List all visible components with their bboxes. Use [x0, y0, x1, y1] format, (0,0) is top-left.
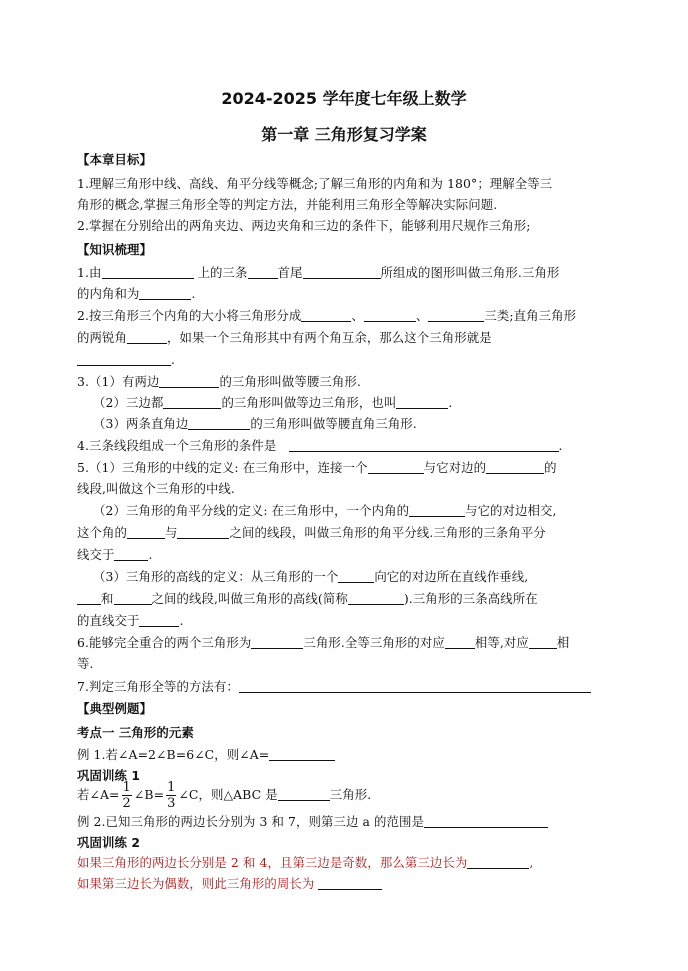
drill-2-heading: 巩固训练 2 [77, 835, 141, 850]
question-3-line-2 [93, 393, 617, 413]
blank[interactable] [289, 437, 559, 452]
blank[interactable] [77, 590, 101, 605]
text: 6.能够完全重合的两个三角形为 [77, 635, 252, 650]
blank[interactable] [467, 854, 529, 869]
blank[interactable] [239, 678, 591, 693]
text: 、 [351, 308, 364, 323]
text: 之间的线段,叫做三角形的高线(简称 [151, 591, 348, 606]
blank[interactable] [529, 634, 557, 649]
question-2-line-2 [77, 328, 617, 348]
blank[interactable] [114, 546, 148, 561]
question-3-line-3 [93, 414, 617, 434]
examples-heading: 【典型例题】 [77, 701, 152, 716]
text: 的两锐角 [77, 330, 127, 345]
text: 的 [544, 460, 557, 475]
blank[interactable] [318, 875, 382, 890]
text: （2）三边都 [93, 395, 164, 410]
text: . [179, 613, 184, 628]
knowledge-heading: 【知识梳理】 [77, 242, 152, 257]
blank[interactable] [368, 459, 424, 474]
blank[interactable] [303, 264, 381, 279]
text: 的直线交于 [77, 613, 140, 628]
blank[interactable] [127, 329, 167, 344]
question-3-line-1 [77, 372, 617, 392]
blank[interactable] [486, 459, 544, 474]
text: （3）两条直角边 [93, 416, 189, 431]
question-5-line-2: 线段,叫做这个三角形的中线. [77, 481, 235, 496]
text: 如果三角形的两边长分别是 2 和 4，且第三边是奇数，那么第三边长为 [77, 855, 468, 870]
text: 2.按三角形三个内角的大小将三角形分成 [77, 308, 302, 323]
drill-2-line-2 [77, 874, 617, 894]
text: 与它对边的 [423, 460, 487, 475]
blank[interactable] [163, 394, 221, 409]
text: . [171, 352, 176, 367]
blank[interactable] [269, 746, 335, 761]
text: ∠C，则△ABC 是 [178, 787, 278, 802]
drill-1-heading: 巩固训练 1 [77, 768, 141, 783]
question-5-line-3 [93, 501, 617, 521]
text: 7.判定三角形全等的方法有： [77, 679, 239, 694]
blank[interactable] [251, 634, 303, 649]
question-1-line-1 [77, 263, 617, 283]
blank[interactable] [102, 264, 194, 279]
text: 之间的线段，叫做三角形的角平分线.三角形的三条角平分 [229, 525, 546, 540]
fraction-one-third [166, 780, 176, 811]
question-5-line-5 [77, 545, 617, 565]
text: 线交于 [77, 547, 115, 562]
text: 相等,对应 [474, 635, 529, 650]
text: 如果第三边长为偶数，则此三角形的周长为 [77, 876, 315, 891]
text: 三类;直角三角形 [484, 308, 577, 323]
text: 向它的对边所在直线作垂线, [374, 569, 529, 584]
question-5-line-6 [93, 567, 617, 587]
text: 的三角形叫做等腰直角三角形. [250, 416, 417, 431]
blank[interactable] [77, 351, 171, 366]
blank[interactable] [445, 634, 475, 649]
blank[interactable] [301, 307, 351, 322]
question-6-line-1 [77, 633, 617, 653]
denominator: 2 [122, 796, 131, 811]
text: 首尾 [277, 265, 303, 280]
blank[interactable] [159, 373, 219, 388]
goals-line-1: 1.理解三角形中线、高线、角平分线等概念;了解三角形的内角和为 180°；理解全等三 [77, 176, 553, 191]
question-2-line-1 [77, 306, 617, 326]
point-1-heading: 考点一 三角形的元素 [77, 725, 194, 740]
question-5-line-7 [77, 589, 617, 609]
drill-1-question [77, 780, 617, 811]
numerator: 1 [122, 780, 131, 795]
text: 相 [556, 635, 570, 650]
text: 这个角的 [77, 525, 127, 540]
goals-heading: 【本章目标】 [77, 152, 152, 167]
text: 例 2.已知三角形的两边长分别为 3 和 7，则第三边 a 的范围是 [77, 814, 424, 829]
text: 与它的对边相交, [465, 503, 557, 518]
question-5-line-4 [77, 523, 617, 543]
text: 5.（1）三角形的中线的定义: 在三角形中，连接一个 [77, 460, 368, 475]
blank[interactable] [248, 264, 278, 279]
text: 4.三条线段组成一个三角形的条件是 [77, 438, 277, 453]
blank[interactable] [139, 612, 179, 627]
blank[interactable] [396, 394, 448, 409]
example-1 [77, 745, 617, 765]
text: 若∠A= [77, 787, 120, 802]
goals-line-3: 2.掌握在分别给出的两角夹边、两边夹角和三边的条件下，能够利用尺规作三角形; [77, 218, 531, 233]
text: 1.由 [77, 265, 102, 280]
text: 例 1.若∠A=2∠B=6∠C，则∠A= [77, 747, 270, 762]
blank[interactable] [188, 415, 250, 430]
blank[interactable] [114, 590, 152, 605]
blank[interactable] [364, 307, 416, 322]
text: ).三角形的三条高线所在 [403, 591, 538, 606]
blank[interactable] [424, 813, 548, 828]
chapter-title: 第一章 三角形复习学案 [261, 125, 427, 144]
blank[interactable] [278, 786, 330, 801]
blank[interactable] [428, 307, 484, 322]
text: 的三角形叫做等边三角形，也叫 [221, 395, 397, 410]
question-1-line-2 [77, 284, 617, 304]
question-4 [77, 436, 617, 456]
denominator: 3 [167, 796, 176, 811]
question-5-line-8 [77, 611, 617, 631]
drill-2-line-1 [77, 853, 617, 873]
text: 3.（1）有两边 [77, 374, 160, 389]
blank[interactable] [338, 568, 374, 583]
text: ，如果一个三角形其中有两个角互余，那么这个三角形就是 [166, 330, 492, 345]
goals-line-2: 角形的概念,掌握三角形全等的判定方法，并能利用三角形全等解决实际问题. [77, 197, 498, 212]
text: 的内角和为 [77, 286, 140, 301]
blank[interactable] [409, 502, 465, 517]
text: 所组成的图形叫做三角形.三角形 [380, 265, 560, 280]
text: 和 [101, 591, 114, 606]
blank[interactable] [177, 524, 229, 539]
text: 三角形. [329, 787, 372, 802]
text: 的三角形叫做等腰三角形. [219, 374, 361, 389]
text: 与 [164, 525, 178, 540]
text: . [448, 395, 453, 410]
question-5-line-1 [77, 458, 617, 478]
text: ∠B= [133, 787, 165, 802]
text: （3）三角形的高线的定义：从三角形的一个 [93, 569, 339, 584]
text: 、 [415, 308, 429, 323]
text: . [148, 547, 153, 562]
text: 三角形.全等三角形的对应 [303, 635, 445, 650]
blank[interactable] [127, 524, 165, 539]
question-7 [77, 677, 617, 697]
text: 上的三条 [197, 265, 248, 280]
question-2-line-3 [77, 350, 617, 370]
text: （2）三角形的角平分线的定义: 在三角形中，一个内角的 [93, 503, 410, 518]
numerator: 1 [167, 780, 176, 795]
text: . [191, 286, 196, 301]
text: , [529, 855, 534, 870]
blank[interactable] [139, 285, 191, 300]
document-title: 2024-2025 学年度七年级上数学 [221, 89, 467, 108]
question-6-line-2: 等. [77, 656, 94, 671]
example-2 [77, 812, 617, 832]
blank[interactable] [348, 590, 404, 605]
text: . [558, 438, 563, 453]
fraction-one-half [122, 780, 132, 811]
